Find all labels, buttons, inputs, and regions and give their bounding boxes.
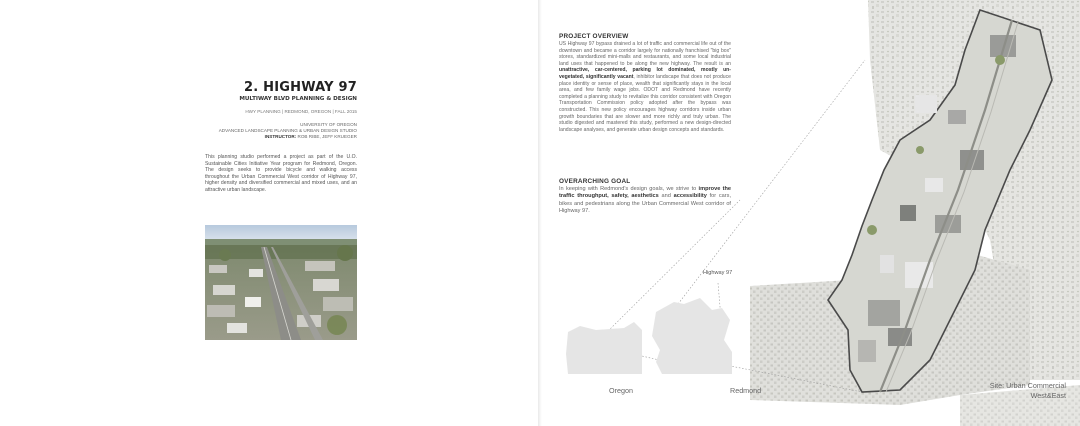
overview-text-part: , inhibitor landscape that does not produce place identity or sense of place, wealth that significantly stays in the local area, and few family wage jobs. ODOT and Redmond have recently completed a planning study to revitalize this corridor consistent with Oregon Transportation Commission policy adopted after the bypass was constructed. This new policy encourages highway corridors inside urban growth boundaries that are slower and more richly and truly urban. The studio digested and mastered this study, performed a new design-directed landscape analyses, and generate urban design concepts and standards. <box>559 73 732 133</box>
site-label-line1: Site: Urban Commercial <box>989 381 1066 390</box>
goal-emphasis: accessibility <box>673 193 707 200</box>
oregon-silhouette <box>566 322 642 374</box>
goal-text-part: for cars, bikes and pedestrians along the Urban Commercial West corridor of Highway 97. <box>559 193 732 215</box>
instructor-names: ROB RIBE, JEFF KRUEGER <box>297 133 357 139</box>
intro-paragraph: This planning studio performed a project as part of the U.O. Sustainable Cities Initiative Year program for Redmond, Oregon. The design seeks to provide bicycle and walking access throughout the Urban Commercial West corridor of Highway 97, higher density and diversified commercial and mixed uses, and an attractive urban landscape. <box>205 154 357 193</box>
goal-text-part: In keeping with Redmond's design goals, we strive to <box>559 186 699 192</box>
project-title-block <box>200 80 357 139</box>
goal-text-part: and <box>658 193 674 200</box>
project-subtitle: MULTIWAY BLVD PLANNING & DESIGN <box>239 96 357 102</box>
goal-emphasis: improve the traffic throughput, safety, aesthetics <box>559 186 731 200</box>
site-label-line2: West&East <box>1030 391 1066 400</box>
site-label <box>960 381 1066 401</box>
overview-text-part: US Highway 97 bypass drained a lot of traffic and commercial life out of the downtown and became a corridor largely for nationally franchised "big box" stores, standardized mini-malls and restaurants, and some local industrial land uses that happened to be along the new highway. The result is an <box>559 41 731 67</box>
goal-heading: OVERARCHING GOAL <box>559 178 631 185</box>
highway-97-label: Highway 97 <box>703 270 733 276</box>
redmond-silhouette <box>652 298 732 374</box>
overview-heading: PROJECT OVERVIEW <box>559 33 629 40</box>
overview-emphasis: unattractive, car-centered, parking lot dominated, mostly un-vegetated, significantly vacant <box>559 67 731 80</box>
project-meta: HWY PLANNING | REDMOND, OREGON | FALL 2015 <box>245 109 357 114</box>
university: UNIVERSITY OF OREGON <box>300 122 357 127</box>
oregon-label: Oregon <box>609 386 633 395</box>
instructor-line <box>200 134 357 140</box>
aerial-photo <box>205 225 357 340</box>
instructor-label: INSTRUCTOR: <box>264 133 297 139</box>
studio-name: ADVANCED LANDSCAPE PLANNING & URBAN DESIGN STUDIO <box>218 127 357 133</box>
redmond-label: Redmond <box>730 386 762 395</box>
affiliation <box>200 122 357 139</box>
project-title: 2. HIGHWAY 97 <box>244 80 357 95</box>
site-diagram <box>540 0 1080 426</box>
